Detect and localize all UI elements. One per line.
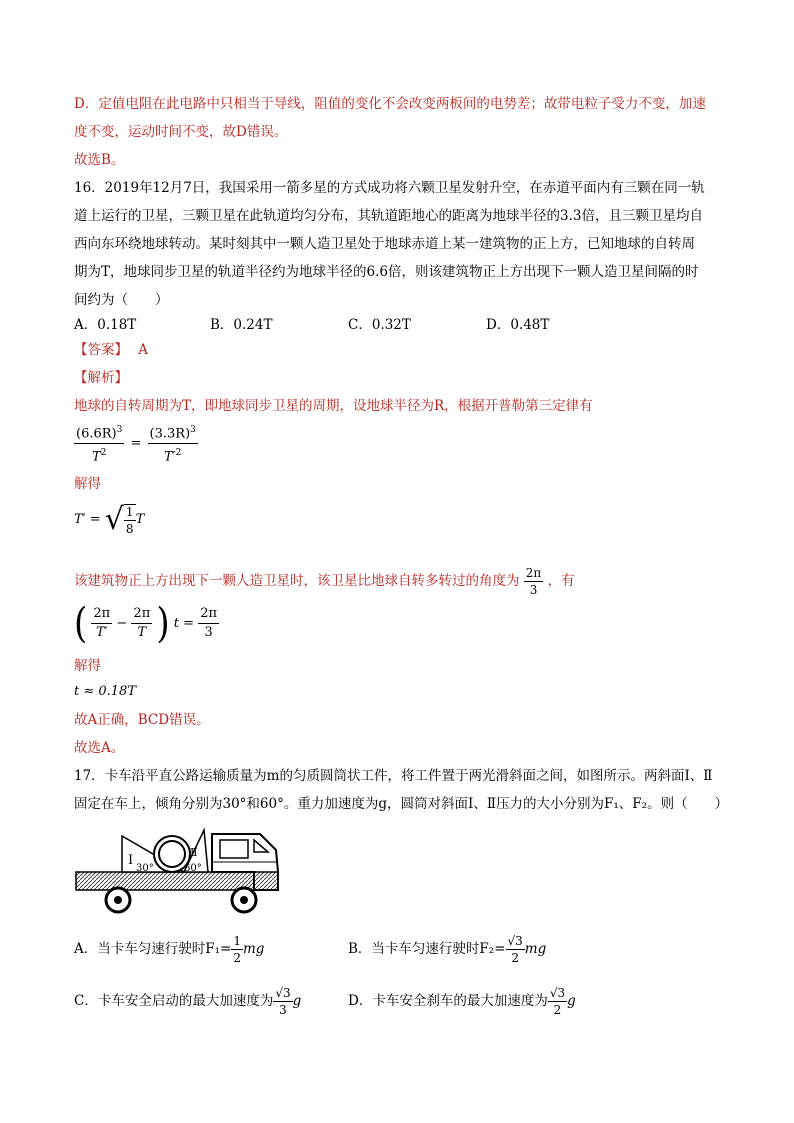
q15-option-d-line1: D．定值电阻在此电路中只相当于导线，阻值的变化不会改变两板间的电势差；故带电粒子受力不变，加速	[74, 96, 706, 112]
q16-option-c: C．0.32T	[348, 317, 411, 333]
front-wheel	[232, 888, 256, 912]
equation-kepler: $\frac{(6.6R)^3}{T^2}$ = $\frac{(3.3R)^3}{T'^2}$	[74, 422, 198, 466]
q16-stem-line1: 16．2019年12月7日，我国采用一箭多星的方式成功将六颗卫星发射升空，在赤道平面内有三颗在同一轨	[74, 180, 705, 196]
q16-stem-line4: 期为T，地球同步卫星的轨道半径约为地球半径的6.6倍，则该建筑物正上方出现下一颗人造卫星间隔的时	[74, 264, 699, 280]
answer-value: A	[138, 342, 149, 358]
q16-option-a: A．0.18T	[74, 317, 137, 333]
q16-solve1: 解得	[74, 476, 101, 492]
eq1-lhs-den: T	[91, 449, 101, 465]
label-angle-30: 30°	[136, 863, 154, 874]
q15-choose: 故选B。	[74, 152, 125, 168]
eq1-rhs-num: (3.3R)	[149, 426, 191, 442]
eq2-tail: T	[135, 512, 145, 527]
eq3-rhs-num: 2π	[198, 606, 219, 624]
q17-option-a: A．当卡车匀速行驶时F₁= $\frac{1}{2}$ mg	[74, 934, 265, 965]
q17-option-d: D．卡车安全刹车的最大加速度为 $\frac{√3}{2}$ g	[348, 986, 576, 1017]
eq3-a-num: 2π	[91, 606, 112, 624]
q16-answer-row	[74, 340, 148, 360]
eq3-b-num: 2π	[131, 606, 152, 624]
eq2-lhs: T′ =	[74, 512, 101, 527]
truck-bed	[76, 872, 254, 890]
eq1-lhs-num: (6.6R)	[76, 426, 117, 442]
q17-option-b: B．当卡车匀速行驶时F₂= $\frac{√3}{2}$ mg	[348, 934, 547, 965]
rear-wheel	[106, 888, 130, 912]
truck-figure	[72, 820, 332, 920]
eq3-a-den: T′	[96, 625, 108, 640]
q17-stem-line2: 固定在车上，倾角分别为30°和60°。重力加速度为g，圆筒对斜面Ⅰ、Ⅱ压力的大小分别为F₁、F₂。则（ ）	[74, 796, 729, 812]
label-angle-60: 60°	[184, 863, 202, 874]
analysis-label: 【解析】	[74, 370, 128, 386]
eq2-frac-den: 8	[125, 521, 134, 536]
eq3-rhs-den: 3	[204, 625, 213, 640]
q16-option-d: D．0.48T	[486, 317, 550, 333]
q17-stem-line1: 17．卡车沿平直公路运输质量为m的匀质圆筒状工件，将工件置于两光滑斜面之间，如图所示。两斜面Ⅰ、Ⅱ	[74, 768, 713, 784]
label-incline-I: Ⅰ	[128, 853, 134, 868]
equation-period: T′ = √ $\frac{1}{8}$ T	[74, 502, 145, 537]
q16-stem-line2: 道上运行的卫星，三颗卫星在此轨道均匀分布，其轨道距地心的距离为地球半径的3.3倍，且三颗卫星均自	[74, 208, 703, 224]
q16-option-b: B．0.24T	[210, 317, 273, 333]
eq3-b-den: T	[137, 625, 147, 640]
equation-result: t ≈ 0.18T	[74, 684, 136, 699]
answer-label: 【答案】	[74, 342, 128, 358]
q16-explain1: 地球的自转周期为T，即地球同步卫星的周期，设地球半径为R，根据开普勒第三定律有	[74, 398, 593, 414]
q15-option-d-line2: 度不变，运动时间不变，故D错误。	[74, 124, 288, 140]
angle-den: 3	[529, 583, 538, 597]
angle-num: 2π	[525, 566, 542, 580]
equation-relative-angle: ( $\frac{2\pi}{T'}$ − $\frac{2\pi}{T}$ ) t = $\frac{2\pi}{3}$	[74, 599, 218, 648]
q16-stem-line5: 间约为（ ）	[74, 292, 169, 308]
q16-conclusion: 故A正确，BCD错误。	[74, 712, 210, 728]
q16-solve2: 解得	[74, 658, 101, 674]
q16-stem-line3: 西向东环绕地球转动。某时刻其中一颗人造卫星处于地球赤道上某一建筑物的正上方，已知地球的自转周	[74, 236, 695, 252]
label-incline-II: Ⅱ	[190, 846, 198, 859]
eq1-rhs-den: T′	[164, 449, 176, 465]
eq2-frac-num: 1	[125, 504, 134, 519]
q16-explain2: 该建筑物正上方出现下一颗人造卫星时，该卫星比地球自转多转过的角度为 $\frac{2\pi}{3}$ ，有	[74, 566, 575, 597]
eq3-t: t =	[173, 616, 195, 631]
q17-option-c: C．卡车安全启动的最大加速度为 $\frac{√3}{3}$ g	[74, 986, 302, 1017]
q16-choose: 故选A。	[74, 740, 125, 756]
